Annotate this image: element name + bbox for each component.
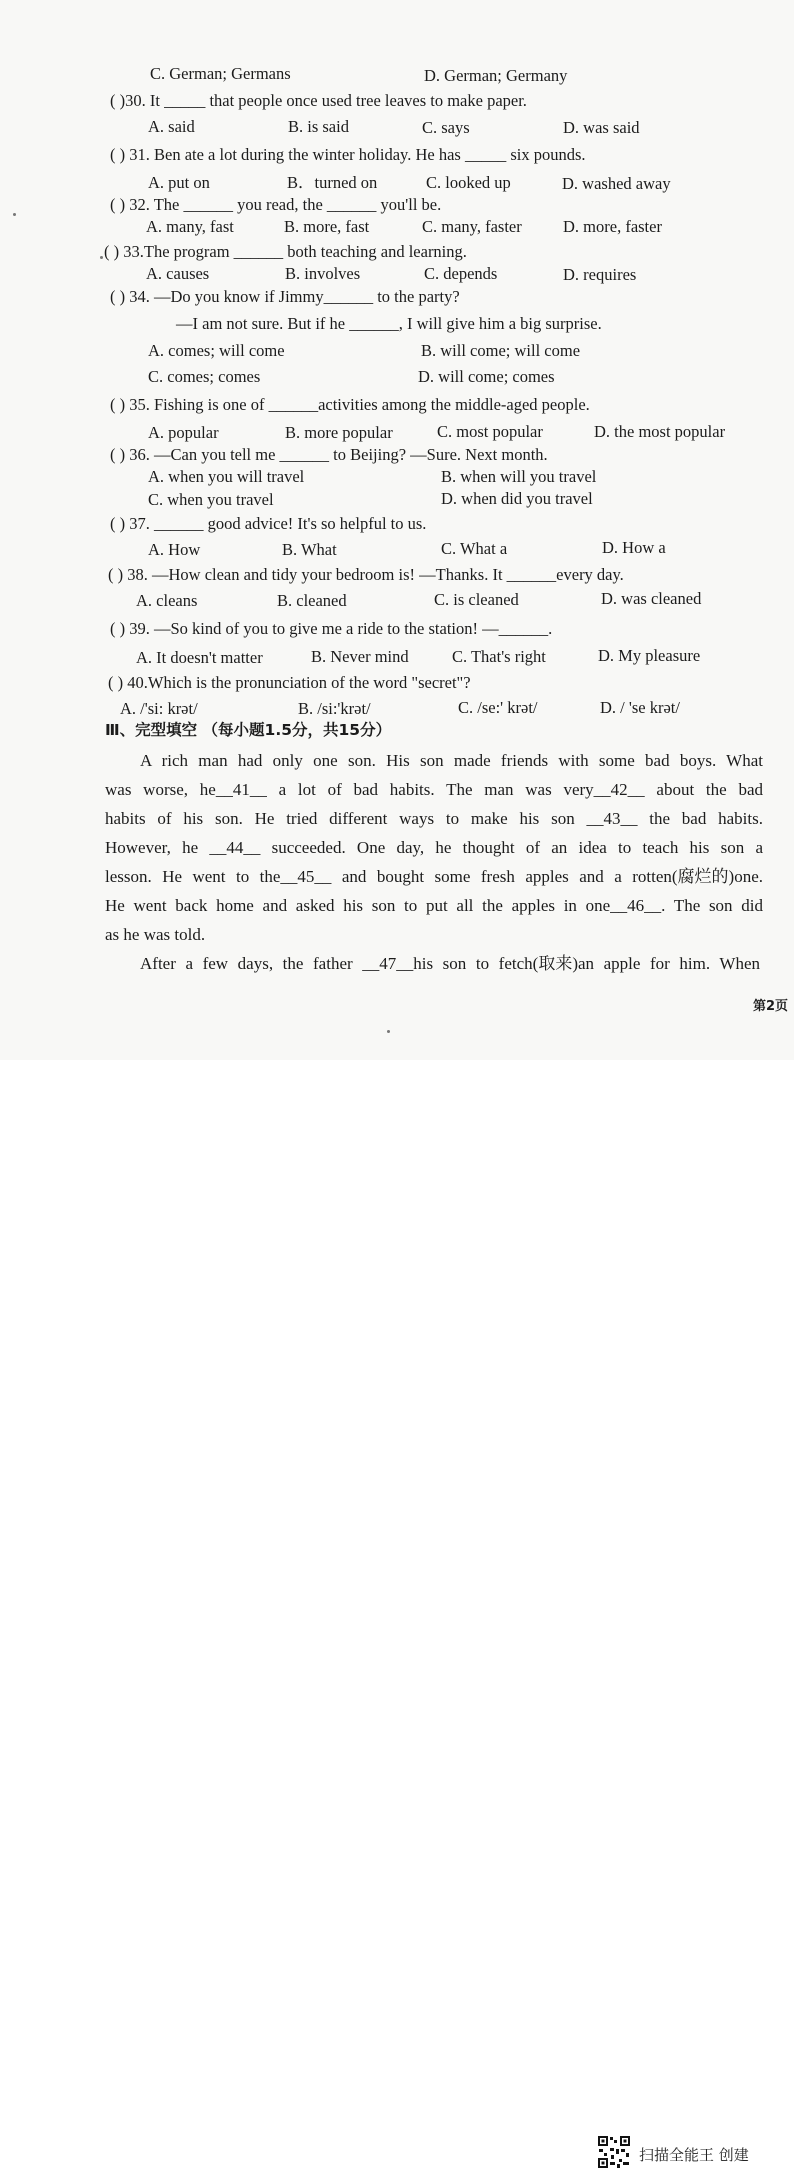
question-line: B. more, fast (284, 217, 370, 236)
question-line: A. comes; will come (148, 341, 285, 360)
scan-speck (387, 1030, 390, 1033)
question-line: B. is said (288, 117, 349, 136)
passage-line: as he was told. (105, 925, 206, 944)
question-line: D. How a (602, 538, 666, 557)
passage-line: He went back home and asked his son to put all the apples in one__46__. The son did (105, 896, 763, 915)
question-line: B. Never mind (311, 647, 409, 666)
scanner-brand-label: 扫描全能王 创建 (639, 2146, 749, 2164)
question-line: D. washed away (562, 174, 671, 193)
question-line: A. How (148, 540, 201, 559)
qr-code-icon (597, 2135, 631, 2169)
passage-line: was worse, he__41__ a lot of bad habits. The man was very__42__ about the bad (105, 780, 763, 799)
question-line: B. cleaned (277, 591, 347, 610)
question-line: D. German; Germany (424, 66, 568, 85)
question-line: A. causes (146, 264, 210, 283)
question-line: —I am not sure. But if he ______, I will give him a big surprise. (176, 314, 602, 333)
question-line: C. is cleaned (434, 590, 519, 609)
question-line: ( ) 32. The ______ you read, the ______ you'll be. (110, 195, 442, 214)
question-line: C. looked up (426, 173, 511, 192)
question-line: C. What a (441, 539, 508, 558)
question-line: ( ) 33.The program ______ both teaching and learning. (104, 242, 467, 261)
passage-line: A rich man had only one son. His son made friends with some bad boys. What (140, 751, 763, 770)
question-line: B．turned on (287, 173, 378, 192)
question-line: B. will come; will come (421, 341, 581, 360)
question-line: A. said (148, 117, 195, 136)
passage-line: lesson. He went to the__45__ and bought some fresh apples and a rotten(腐烂的)one. (105, 867, 763, 886)
question-line: D. My pleasure (598, 646, 701, 665)
question-line: A. It doesn't matter (136, 648, 263, 667)
scanner-footer (0, 1060, 794, 2164)
question-line: D. when did you travel (441, 489, 593, 508)
question-line: D. more, faster (563, 217, 662, 236)
question-line: ( ) 34. —Do you know if Jimmy______ to the party? (110, 287, 460, 306)
question-line: C. That's right (452, 647, 546, 666)
passage-line: However, he __44__ succeeded. One day, he thought of an idea to teach his son a (105, 838, 763, 857)
question-line: B. when will you travel (441, 467, 597, 486)
question-line: ( )30. It _____ that people once used tree leaves to make paper. (110, 91, 527, 110)
question-line: C. most popular (437, 422, 543, 441)
question-line: A. put on (148, 173, 210, 192)
scan-speck (100, 256, 103, 259)
question-line: C. says (422, 118, 470, 137)
passage-line: After a few days, the father __47__his son to fetch(取来)an apple for him. When (140, 954, 760, 973)
question-line: D. was said (563, 118, 640, 137)
question-line: D. / 'se krət/ (600, 698, 680, 717)
question-line: C. comes; comes (148, 367, 261, 386)
passage-line: habits of his son. He tried different ways to make his son __43__ the bad habits. (105, 809, 763, 828)
question-line: C. depends (424, 264, 498, 283)
question-line: C. many, faster (422, 217, 522, 236)
section-title: Ⅲ、完型填空 （每小题1.5分，共15分） (105, 721, 392, 739)
question-line: C. /se:' krət/ (458, 698, 538, 717)
question-line: ( ) 37. ______ good advice! It's so helpful to us. (110, 514, 427, 533)
question-line: D. was cleaned (601, 589, 702, 608)
question-line: A. when you will travel (148, 467, 305, 486)
question-line: B. What (282, 540, 337, 559)
question-line: C. German; Germans (150, 64, 291, 83)
scan-speck (13, 213, 16, 216)
scan-area (0, 0, 794, 1060)
question-line: A. popular (148, 423, 219, 442)
question-line: ( ) 31. Ben ate a lot during the winter holiday. He has _____ six pounds. (110, 145, 586, 164)
question-line: A. many, fast (146, 217, 234, 236)
question-line: B. more popular (285, 423, 393, 442)
question-line: A. /'si: krət/ (120, 699, 198, 718)
page-number: 第2页 (753, 999, 789, 1014)
question-line: B. /si:'krət/ (298, 699, 371, 718)
question-line: ( ) 35. Fishing is one of ______activities among the middle-aged people. (110, 395, 590, 414)
question-line: ( ) 40.Which is the pronunciation of the word "secret"? (108, 673, 471, 692)
question-line: ( ) 38. —How clean and tidy your bedroom is! —Thanks. It ______every day. (108, 565, 624, 584)
question-line: D. the most popular (594, 422, 726, 441)
question-line: ( ) 39. —So kind of you to give me a ride to the station! —______. (110, 619, 553, 638)
question-line: B. involves (285, 264, 361, 283)
question-line: D. requires (563, 265, 637, 284)
question-line: D. will come; comes (418, 367, 555, 386)
question-line: A. cleans (136, 591, 198, 610)
question-line: C. when you travel (148, 490, 274, 509)
question-line: ( ) 36. —Can you tell me ______ to Beijing? —Sure. Next month. (110, 445, 548, 464)
